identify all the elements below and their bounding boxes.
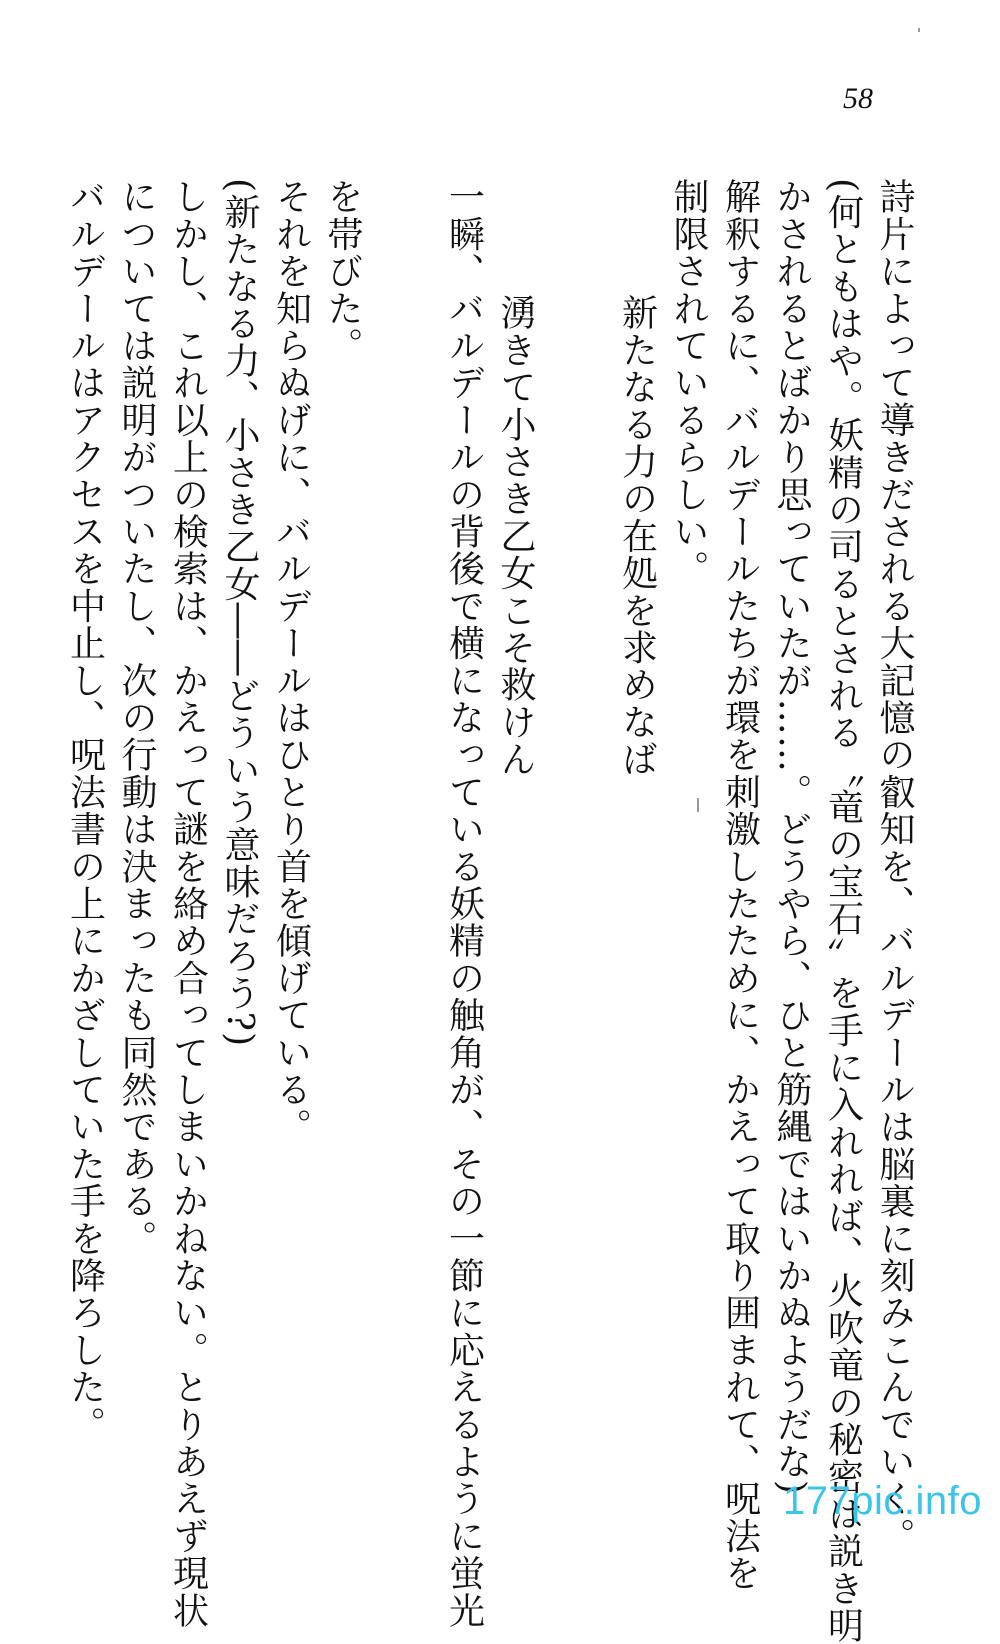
scan-mark — [697, 798, 699, 812]
text-line: については説明がついたし、次の行動は決まったも同然である。 — [116, 178, 157, 1257]
text-line: (新たなる力、小さき乙女――どういう意味だろう?) — [219, 178, 260, 1048]
text-line: 制限されているらしい。 — [668, 178, 709, 588]
verse-line: 新たなる力の在処を求めなば — [616, 294, 658, 778]
text-line: を帯びた。 — [322, 178, 363, 364]
text-line: 詩片によって導きだされる大記憶の叡知を、バルデールは脳裏に刻みこんでいく。 — [874, 178, 915, 1555]
text-line: バルデールはアクセスを中止し、呪法書の上にかざしていた手を降ろした。 — [64, 178, 106, 1443]
text-line: 一瞬、バルデールの背後で横になっている妖精の触角が、その一節に応えるように蛍光 — [443, 178, 485, 1629]
page-number: 58 — [843, 82, 873, 115]
text-line: (何ともはや。妖精の司るとされる〝竜の宝石〟を手に入れれば、火吹竜の秘密は説き明 — [822, 178, 864, 1644]
verse-line: 湧きて小さき乙女こそ救けん — [495, 294, 536, 778]
watermark: 177pic.info — [783, 1479, 982, 1523]
scan-mark — [918, 28, 920, 32]
text-line: それを知らぬげに、バルデールはひとり首を傾げている。 — [270, 178, 312, 1146]
text-line: かされるとばかり思っていたが……。どうやら、ひと筋縄ではいかぬようだな) — [771, 178, 812, 1496]
text-line: しかし、これ以上の検索は、かえって謎を絡め合ってしまいかねない。とりあえず現状 — [167, 178, 209, 1629]
text-line: 解釈するに、バルデールたちが環を刺激したために、かえって取り囲まれて、呪法を — [719, 178, 761, 1592]
